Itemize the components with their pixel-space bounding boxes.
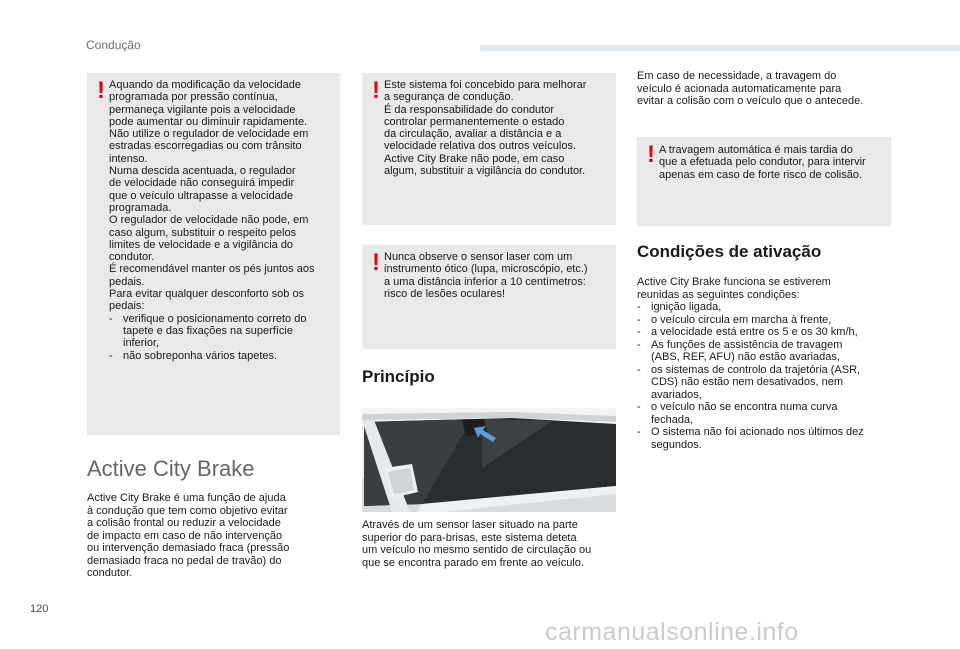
text-line: os sistemas de controlo da trajetória (ASR, — [651, 363, 861, 376]
text-line: segundos. — [651, 438, 702, 451]
list-item — [109, 350, 337, 362]
text-line: não sobreponha vários tapetes. — [123, 349, 278, 362]
text-line: condutor. — [109, 251, 155, 264]
dash-bullet: - — [109, 349, 113, 362]
text-line: superior do para-brisas, este sistema deteta — [362, 531, 577, 544]
dash-bullet: - — [109, 312, 113, 325]
text-line: Aquando da modificação da velocidade — [109, 79, 302, 91]
text-line: de velocidade não conseguirá impedir — [109, 177, 295, 190]
warning-box-laser-sensor — [362, 245, 616, 349]
warning-box-driver-responsibility — [362, 73, 616, 225]
principio-description — [362, 519, 618, 569]
windshield-illustration — [362, 408, 616, 512]
text-line: A travagem automática é mais tardia do — [659, 144, 853, 156]
text-line: velocidade relativa dos outros veículos. — [384, 140, 576, 153]
text-line: apenas em caso de forte risco de colisão. — [659, 168, 863, 181]
text-line: pode aumentar ou diminuir rapidamente. — [109, 115, 308, 128]
text-line: É recomendável manter os pés juntos aos — [109, 263, 315, 276]
text-line: veículo é acionada automaticamente para — [637, 82, 842, 95]
text-line: instrumento ótico (lupa, microscópio, etc.) — [384, 263, 588, 276]
text-line: ou intervenção demasiado fraca (pressão — [87, 542, 290, 554]
header-bar — [480, 45, 960, 51]
text-line: pedais. — [109, 275, 145, 288]
dash-bullet: - — [637, 338, 641, 351]
dash-bullet: - — [637, 313, 641, 326]
text-line: Numa descida acentuada, o regulador — [109, 165, 296, 178]
warning-icon: ! — [647, 141, 655, 168]
list-item — [637, 301, 895, 314]
list-item — [637, 326, 895, 339]
text-line: programada. — [109, 201, 172, 214]
active-city-brake-description — [87, 492, 337, 580]
text-line: As funções de assistência de travagem — [651, 338, 843, 351]
text-line: condutor. — [87, 567, 133, 579]
warning-icon: ! — [372, 249, 380, 276]
dash-bullet: - — [637, 326, 641, 338]
text-line: caso algum, substituir o respeito pelos — [109, 226, 297, 239]
list-item — [637, 426, 895, 451]
text-line: O sistema não foi acionado nos últimos dez — [651, 426, 864, 438]
activation-conditions — [637, 276, 895, 451]
list-item — [109, 313, 337, 350]
text-line: reunidas as seguintes condições: — [637, 288, 800, 301]
text-line: intenso. — [109, 152, 148, 165]
list-item — [637, 314, 895, 327]
dash-bullet: - — [637, 426, 641, 438]
text-line: a segurança de condução. — [384, 91, 514, 104]
text-line: Através de um sensor laser situado na parte — [362, 519, 578, 531]
warning-text — [109, 79, 337, 313]
text-line: fechada, — [651, 413, 694, 426]
text-line: Active City Brake não pode, em caso — [384, 152, 565, 165]
text-line: que o veículo ultrapasse a velocidade — [109, 189, 294, 202]
text-line: Active City Brake funciona se estiverem — [637, 276, 831, 288]
text-line: o veículo não se encontra numa curva — [651, 401, 838, 413]
warning-icon: ! — [97, 77, 105, 104]
dash-bullet: - — [637, 363, 641, 376]
text-line: estradas escorregadias ou com trânsito — [109, 140, 302, 153]
text-line: tapete e das fixações na superfície — [123, 324, 293, 337]
dash-bullet: - — [637, 301, 641, 313]
text-line: permaneça vigilante pois a velocidade — [109, 103, 296, 116]
text-line: O regulador de velocidade não pode, em — [109, 214, 309, 227]
text-line: limites de velocidade e a vigilância do — [109, 238, 294, 251]
text-line: pedais: — [109, 300, 145, 313]
page-number: 120 — [30, 603, 49, 615]
section-title-principio: Princípio — [362, 367, 435, 386]
text-line: Nunca observe o sensor laser com um — [384, 251, 573, 263]
text-line: inferior, — [123, 337, 160, 350]
text-line: Este sistema foi concebido para melhorar — [384, 79, 587, 91]
text-line: um veículo no mesmo sentido de circulação ou — [362, 544, 592, 556]
text-line: demasiado fraca no pedal de travão) do — [87, 554, 282, 567]
list-item — [637, 364, 895, 402]
text-line: que se encontra parado em frente ao veículo. — [362, 556, 584, 569]
text-line: evitar a colisão com o veículo que o antecede. — [637, 95, 864, 107]
text-line: da circulação, avaliar a distância e a — [384, 128, 562, 141]
windshield-sensor-image — [362, 408, 616, 512]
warning-list — [109, 313, 337, 362]
text-line: ignição ligada, — [651, 301, 722, 313]
text-line: Não utilize o regulador de velocidade em — [109, 128, 309, 141]
text-line: a uma distância inferior a 10 centímetros: — [384, 275, 586, 288]
text-line: a velocidade está entre os 5 e os 30 km/h, — [651, 326, 858, 338]
text-line: programada por pressão contínua, — [109, 91, 278, 104]
text-line: a colisão frontal ou reduzir a velocidade — [87, 517, 281, 529]
warning-box-speed-regulator — [87, 73, 340, 435]
text-line: verifique o posicionamento correto do — [123, 312, 307, 325]
warning-box-automatic-braking — [637, 137, 891, 226]
page-header-title: Condução — [86, 38, 141, 52]
watermark[interactable]: carmanualsonline.info — [545, 618, 799, 646]
text-line: risco de lesões oculares! — [384, 287, 506, 300]
automatic-braking-intro — [637, 70, 893, 108]
text-line: controlar permanentemente o estado — [384, 115, 565, 128]
text-line: avariados, — [651, 388, 702, 401]
text-line: É da responsabilidade do condutor — [384, 103, 555, 116]
section-title-active-city-brake: Active City Brake — [87, 456, 255, 481]
warning-icon: ! — [372, 77, 380, 104]
list-item — [637, 339, 895, 364]
text-line: Active City Brake é uma função de ajuda — [87, 492, 286, 504]
text-line: que a efetuada pelo condutor, para intervir — [659, 156, 866, 169]
dash-bullet: - — [637, 401, 641, 413]
text-line: (ABS, REF, AFU) não estão avariadas, — [651, 351, 840, 363]
section-title-condicoes-de-ativacao: Condições de ativação — [637, 242, 822, 261]
text-line: Em caso de necessidade, a travagem do — [637, 70, 837, 82]
text-line: o veículo circula em marcha à frente, — [651, 313, 832, 326]
text-line: Para evitar qualquer desconforto sob os — [109, 288, 305, 301]
list-item — [637, 401, 895, 426]
text-line: algum, substituir a vigilância do condutor. — [384, 165, 586, 178]
text-line: CDS) não estão nem desativados, nem — [651, 376, 843, 388]
text-line: à condução que tem como objetivo evitar — [87, 504, 288, 517]
text-line: de impacto em caso de não intervenção — [87, 529, 283, 542]
